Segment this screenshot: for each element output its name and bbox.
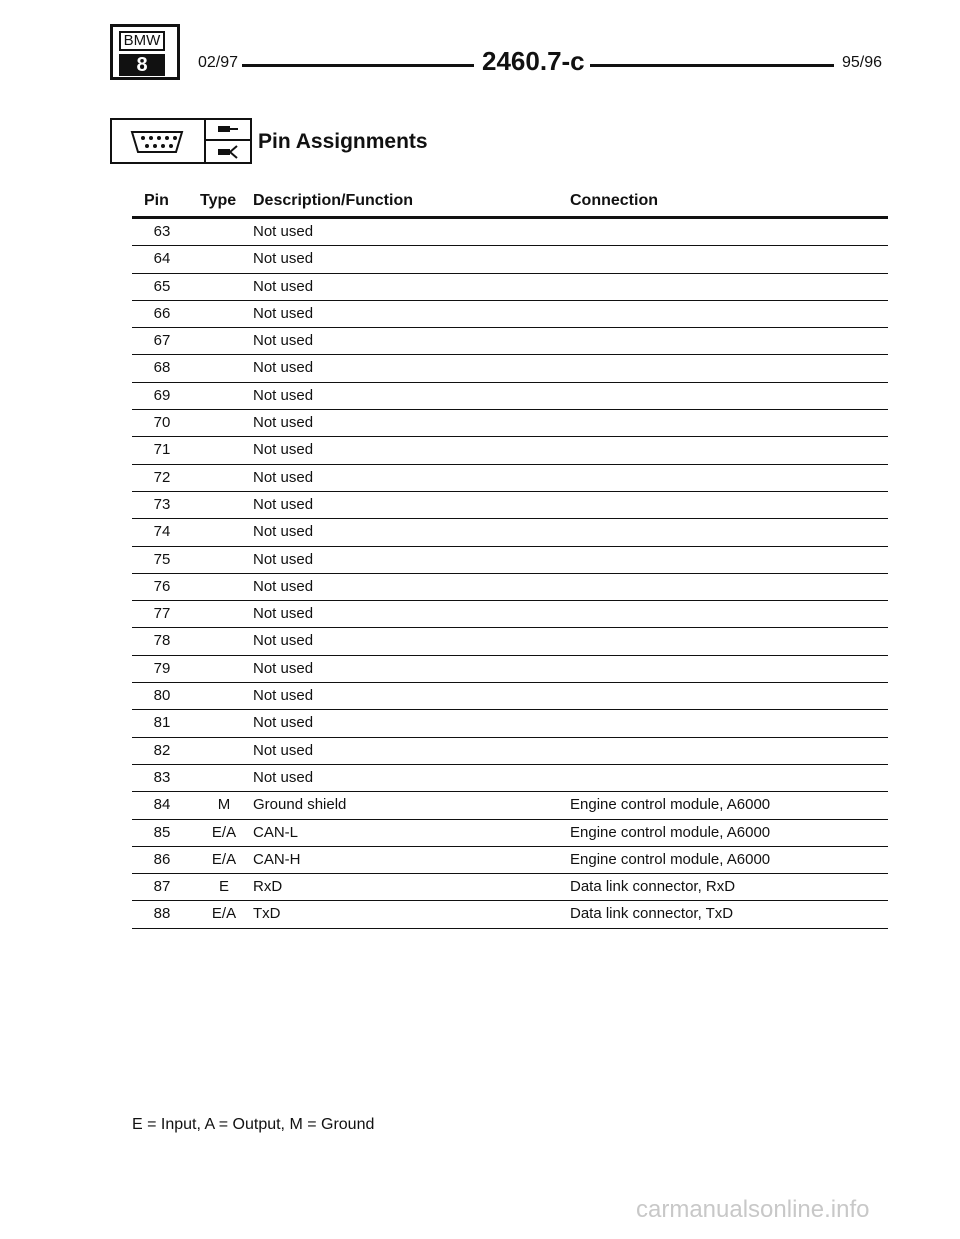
description-cell: Not used: [253, 223, 314, 240]
pin-cell: 77: [153, 605, 171, 623]
header-rule-right: [590, 64, 834, 67]
description-cell: Not used: [253, 605, 314, 623]
connector-face-icon: [112, 120, 206, 162]
table-row: [132, 683, 888, 710]
description-cell: Not used: [253, 304, 314, 322]
pin-cell: 84: [153, 796, 171, 814]
pin-cell: 82: [153, 741, 171, 759]
description-cell: Not used: [253, 277, 314, 295]
description-cell: Not used: [253, 687, 314, 705]
section-title: Pin Assignments: [258, 130, 428, 153]
pin-cell: 86: [153, 850, 171, 868]
table-body: [132, 219, 888, 929]
pin-cell: 71: [153, 441, 171, 459]
column-header-connection: Connection: [570, 192, 658, 209]
table-row: [132, 847, 888, 874]
document-number: 2460.7-c: [482, 46, 585, 76]
table-row: [132, 437, 888, 464]
table-row: [132, 792, 888, 819]
pin-cell: 81: [153, 714, 171, 732]
watermark: carmanualsonline.info: [636, 1196, 870, 1223]
pin-plug-icon: [206, 120, 250, 141]
table-row: [132, 738, 888, 765]
type-legend-footnote: E = Input, A = Output, M = Ground: [132, 1116, 375, 1133]
table-row: [132, 519, 888, 546]
header-rule-left: [242, 64, 474, 67]
table-row: [132, 628, 888, 655]
type-cell: M: [217, 796, 231, 814]
table-row: [132, 246, 888, 273]
connection-cell: Data link connector, TxD: [570, 905, 734, 923]
pin-cell: 76: [153, 577, 171, 595]
table-row: [132, 874, 888, 901]
description-cell: Not used: [253, 659, 314, 677]
connection-cell: Engine control module, A6000: [570, 850, 771, 868]
header-date: 02/97: [198, 54, 239, 71]
description-cell: Not used: [253, 359, 314, 377]
pin-cell: 72: [153, 468, 171, 486]
table-row: [132, 901, 888, 928]
table-row: [132, 574, 888, 601]
connection-cell: Data link connector, RxD: [570, 878, 736, 896]
table-row: [132, 301, 888, 328]
pin-cell: 69: [153, 386, 171, 404]
header-model-years: 95/96: [842, 54, 883, 71]
table-row: [132, 601, 888, 628]
description-cell: Not used: [253, 468, 314, 486]
pin-cell: 88: [153, 905, 171, 923]
description-cell: Not used: [253, 550, 314, 568]
page-header: [110, 24, 890, 86]
description-cell: Not used: [253, 414, 314, 432]
pin-cell: 63: [153, 223, 171, 240]
table-row: [132, 328, 888, 355]
pin-cell: 75: [153, 550, 171, 568]
column-header-type: Type: [200, 192, 237, 209]
description-cell: Not used: [253, 632, 314, 650]
description-cell: Not used: [253, 523, 314, 541]
pin-cell: 65: [153, 277, 171, 295]
description-cell: CAN-H: [253, 850, 301, 868]
table-row: [132, 547, 888, 574]
connection-cell: Engine control module, A6000: [570, 796, 771, 814]
connection-cell: Engine control module, A6000: [570, 823, 771, 841]
description-cell: Not used: [253, 332, 314, 350]
column-header-description: Description/Function: [253, 192, 413, 209]
pin-socket-icon: [206, 141, 250, 162]
table-row: [132, 465, 888, 492]
pin-cell: 66: [153, 304, 171, 322]
bmw-logo: [110, 24, 180, 80]
pin-cell: 64: [153, 250, 171, 268]
bmw-logo-text: BMW: [119, 31, 165, 51]
pin-cell: 78: [153, 632, 171, 650]
pin-cell: 70: [153, 414, 171, 432]
type-cell: E: [218, 878, 229, 896]
pin-cell: 83: [153, 768, 171, 786]
description-cell: RxD: [253, 878, 283, 896]
table-row: [132, 820, 888, 847]
bmw-series-badge: 8: [119, 54, 165, 76]
pin-cell: 67: [153, 332, 171, 350]
type-cell: E/A: [211, 823, 237, 841]
table-row: [132, 765, 888, 792]
table-row: [132, 274, 888, 301]
description-cell: Not used: [253, 250, 314, 268]
table-row: [132, 383, 888, 410]
table-row: [132, 410, 888, 437]
pin-cell: 68: [153, 359, 171, 377]
description-cell: Not used: [253, 495, 314, 513]
pin-cell: 87: [153, 878, 171, 896]
pin-cell: 74: [153, 523, 171, 541]
description-cell: Not used: [253, 386, 314, 404]
pin-cell: 85: [153, 823, 171, 841]
description-cell: Not used: [253, 768, 314, 786]
column-header-pin: Pin: [144, 192, 169, 209]
description-cell: Not used: [253, 441, 314, 459]
pin-cell: 80: [153, 687, 171, 705]
table-row: [132, 219, 888, 246]
table-row: [132, 492, 888, 519]
description-cell: Ground shield: [253, 796, 347, 814]
table-row: [132, 710, 888, 737]
pin-cell: 73: [153, 495, 171, 513]
table-row: [132, 656, 888, 683]
description-cell: Not used: [253, 741, 314, 759]
connector-pin-icon: [110, 118, 252, 164]
description-cell: TxD: [253, 905, 281, 923]
description-cell: Not used: [253, 577, 314, 595]
type-cell: E/A: [211, 905, 237, 923]
type-cell: E/A: [211, 850, 237, 868]
description-cell: CAN-L: [253, 823, 299, 841]
table-row: [132, 355, 888, 382]
pin-cell: 79: [153, 659, 171, 677]
description-cell: Not used: [253, 714, 314, 732]
